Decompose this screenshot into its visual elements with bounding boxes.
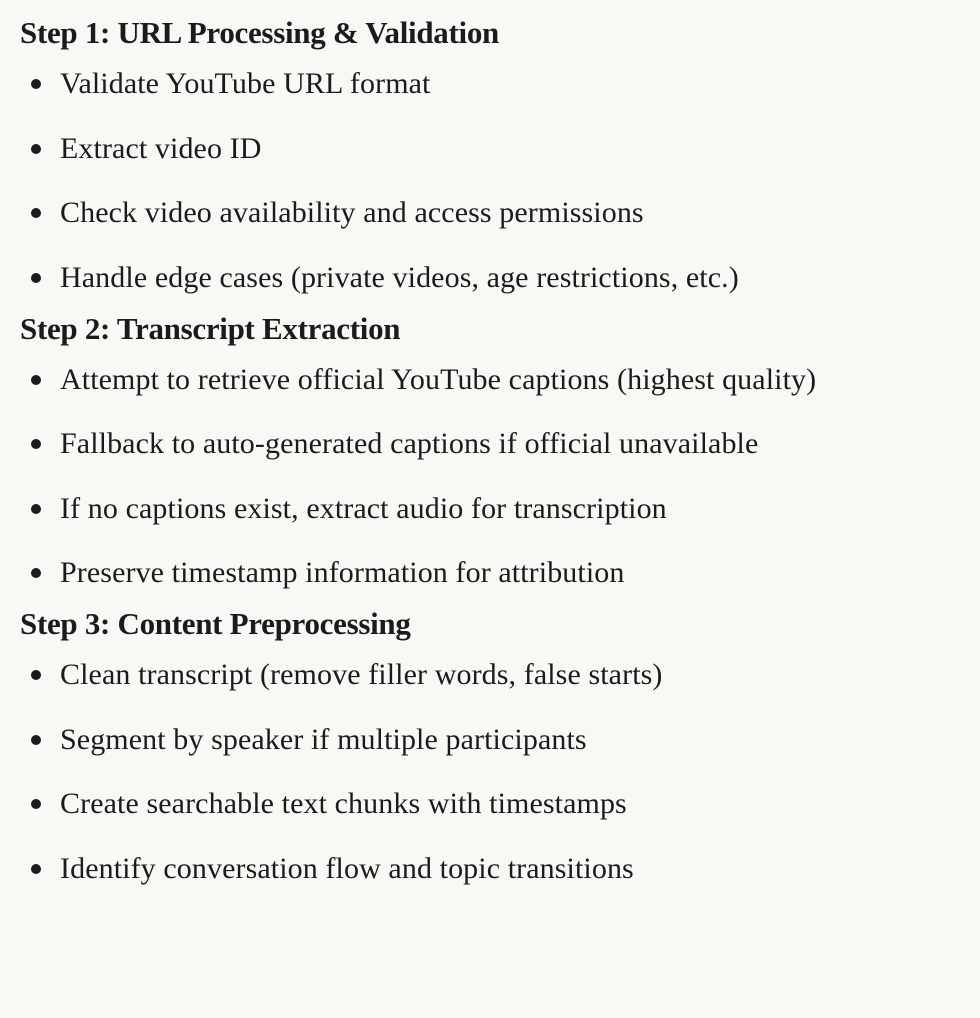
- step-2-section: [20, 308, 980, 594]
- list-item: [20, 849, 980, 889]
- list-item-text: Handle edge cases (private videos, age restrictions, etc.): [60, 260, 739, 294]
- step-3-section: [20, 603, 980, 889]
- bullet-icon: [31, 144, 41, 154]
- bullet-icon: [31, 864, 41, 874]
- list-item: [20, 424, 980, 464]
- bullet-icon: [31, 439, 41, 449]
- bullet-icon: [31, 735, 41, 745]
- step-2-list: [20, 360, 980, 594]
- list-item: [20, 258, 980, 298]
- bullet-icon: [31, 79, 41, 89]
- list-item-text: Attempt to retrieve official YouTube captions (highest quality): [60, 362, 817, 396]
- bullet-icon: [31, 504, 41, 514]
- list-item: [20, 129, 980, 169]
- bullet-icon: [31, 670, 41, 680]
- list-item-text: Validate YouTube URL format: [60, 67, 431, 100]
- list-item-text: Identify conversation flow and topic transitions: [60, 851, 634, 885]
- bullet-icon: [31, 375, 41, 385]
- list-item: [20, 720, 980, 760]
- list-item: [20, 553, 980, 593]
- list-item-text: Create searchable text chunks with timestamps: [60, 787, 627, 820]
- list-item-text: Extract video ID: [60, 131, 262, 165]
- list-item-text: Fallback to auto-generated captions if official unavailable: [60, 427, 759, 460]
- list-item: [20, 489, 980, 529]
- list-item-text: Segment by speaker if multiple participants: [60, 722, 587, 756]
- step-1-heading: Step 1: URL Processing & Validation: [20, 15, 499, 50]
- list-item-text: Clean transcript (remove filler words, false starts): [60, 658, 663, 691]
- list-item-text: Check video availability and access permissions: [60, 196, 644, 229]
- list-item-text: If no captions exist, extract audio for transcription: [60, 491, 667, 525]
- list-item: [20, 655, 980, 695]
- list-item: [20, 360, 980, 400]
- step-3-list: [20, 655, 980, 889]
- step-3-heading: Step 3: Content Preprocessing: [20, 606, 411, 641]
- bullet-icon: [31, 568, 41, 578]
- bullet-icon: [31, 799, 41, 809]
- bullet-icon: [31, 273, 41, 283]
- list-item-text: Preserve timestamp information for attribution: [60, 556, 625, 589]
- list-item: [20, 64, 980, 104]
- step-1-list: [20, 64, 980, 298]
- step-2-heading: Step 2: Transcript Extraction: [20, 310, 401, 346]
- bullet-icon: [31, 208, 41, 218]
- list-item: [20, 784, 980, 824]
- step-1-section: [20, 12, 980, 298]
- list-item: [20, 193, 980, 233]
